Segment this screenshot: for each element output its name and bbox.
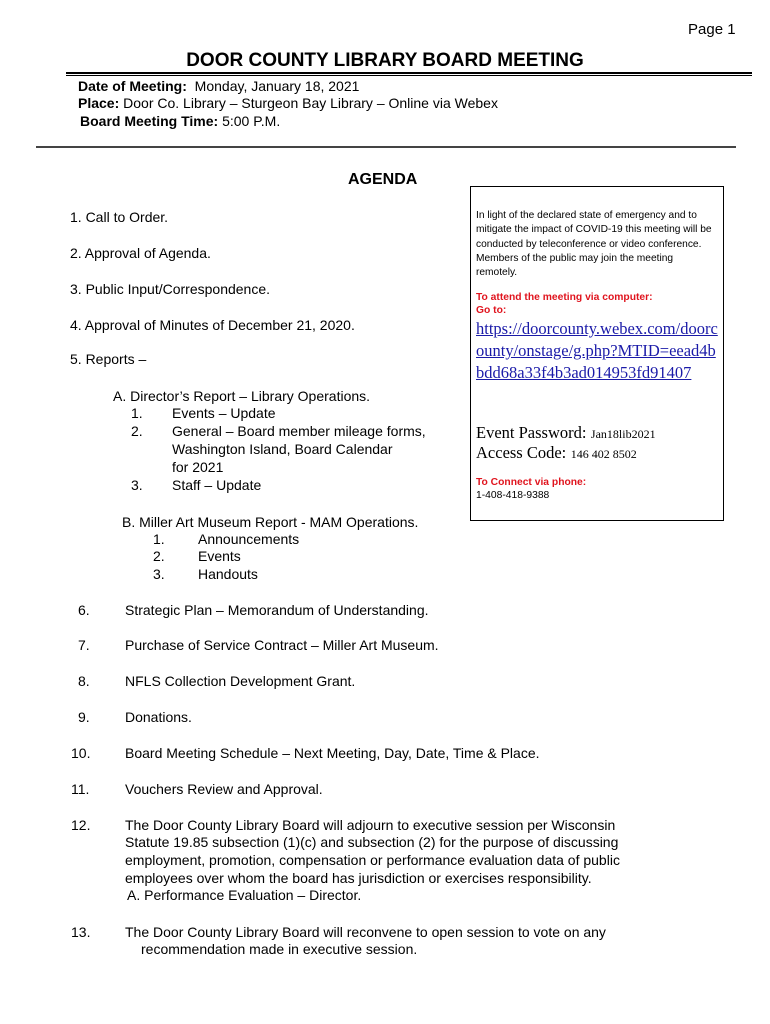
agenda-num-10: 10. bbox=[71, 745, 91, 761]
agenda-item-13-line-1: The Door County Library Board will reconvene to open session to vote on any bbox=[125, 924, 606, 940]
agenda-item-2: 2. Approval of Agenda. bbox=[70, 245, 211, 261]
agenda-item-12-line-2: Statute 19.85 subsection (1)(c) and subsection (2) for the purpose of discussing bbox=[125, 834, 619, 850]
meeting-place-value: Door Co. Library – Sturgeon Bay Library – Online via Webex bbox=[123, 95, 498, 111]
agenda-item-12-line-4: employees over whom the board has jurisdiction or exercises responsibility. bbox=[125, 870, 592, 886]
report-b-title: B. Miller Art Museum Report - MAM Operations. bbox=[122, 514, 419, 530]
agenda-num-12: 12. bbox=[71, 817, 91, 833]
agenda-item-12-line-3: employment, promotion, compensation or performance evaluation data of public bbox=[125, 852, 620, 868]
agenda-item-12-line-1: The Door County Library Board will adjourn to executive session per Wisconsin bbox=[125, 817, 616, 833]
agenda-num-6: 6. bbox=[78, 602, 90, 618]
computer-heading-line-2: Go to: bbox=[476, 305, 507, 316]
meeting-time bbox=[80, 113, 280, 129]
agenda-heading: AGENDA bbox=[348, 171, 418, 188]
meeting-date-value: Monday, January 18, 2021 bbox=[194, 78, 360, 94]
meeting-place bbox=[78, 95, 498, 111]
agenda-item-7: Purchase of Service Contract – Miller Art Museum. bbox=[125, 637, 439, 653]
report-a-num-1: 1. bbox=[131, 405, 143, 421]
section-rule bbox=[36, 146, 736, 148]
report-a-item-2: General – Board member mileage forms, bbox=[172, 423, 426, 439]
report-a-num-2: 2. bbox=[131, 423, 143, 439]
event-password-label: Event Password: bbox=[476, 423, 587, 442]
agenda-item-12-line-5: A. Performance Evaluation – Director. bbox=[127, 887, 362, 903]
report-a-num-3: 3. bbox=[131, 477, 143, 493]
agenda-item-13-line-2: recommendation made in executive session. bbox=[141, 941, 418, 957]
agenda-num-11: 11. bbox=[71, 781, 90, 797]
page-number: Page 1 bbox=[688, 21, 736, 38]
meeting-time-value: 5:00 P.M. bbox=[222, 113, 281, 129]
report-a-item-2-line-2: Washington Island, Board Calendar bbox=[172, 441, 393, 457]
agenda-item-11: Vouchers Review and Approval. bbox=[125, 781, 323, 797]
document-title: DOOR COUNTY LIBRARY BOARD MEETING bbox=[186, 50, 584, 71]
webex-info-box bbox=[470, 186, 724, 521]
phone-heading: To Connect via phone: bbox=[476, 477, 587, 488]
report-b-num-3: 3. bbox=[153, 566, 165, 582]
access-code-label: Access Code: bbox=[476, 443, 567, 462]
agenda-item-4: 4. Approval of Minutes of December 21, 2020. bbox=[70, 317, 355, 333]
title-rule-thin bbox=[66, 75, 752, 76]
agenda-item-5: 5. Reports – bbox=[70, 351, 147, 367]
title-rule bbox=[66, 72, 752, 74]
agenda-num-8: 8. bbox=[78, 673, 90, 689]
access-code-value: 146 402 8502 bbox=[570, 447, 637, 461]
event-password-value: Jan18lib2021 bbox=[590, 427, 656, 441]
event-password bbox=[476, 423, 656, 443]
report-a-title: A. Director’s Report – Library Operations. bbox=[113, 388, 371, 404]
phone-number: 1-408-418-9388 bbox=[476, 490, 550, 501]
report-b-item-3: Handouts bbox=[198, 566, 258, 582]
meeting-date-label: Date of Meeting: bbox=[78, 78, 187, 94]
agenda-num-7: 7. bbox=[78, 637, 90, 653]
agenda-item-8: NFLS Collection Development Grant. bbox=[125, 673, 356, 689]
report-b-num-1: 1. bbox=[153, 531, 165, 547]
webex-link[interactable]: https://doorcounty.webex.com/doorcounty/onstage/g.php?MTID=eead4bbdd68a33f4b3ad014953fd91407 bbox=[476, 319, 718, 382]
agenda-item-3: 3. Public Input/Correspondence. bbox=[70, 281, 271, 297]
report-a-item-2-line-3: for 2021 bbox=[172, 459, 224, 475]
meeting-place-label: Place: bbox=[78, 95, 120, 111]
meeting-date bbox=[78, 78, 359, 94]
agenda-item-9: Donations. bbox=[125, 709, 192, 725]
agenda-num-9: 9. bbox=[78, 709, 90, 725]
agenda-item-1: 1. Call to Order. bbox=[70, 209, 169, 225]
agenda-item-10: Board Meeting Schedule – Next Meeting, Day, Date, Time & Place. bbox=[125, 745, 540, 761]
covid-notice: In light of the declared state of emergency and to mitigate the impact of COVID-19 this meeting will be conducted by teleconference or video conference. Members of the public may join the meeting remotely. bbox=[476, 210, 712, 279]
report-b-item-1: Announcements bbox=[198, 531, 300, 547]
computer-heading-line-1: To attend the meeting via computer: bbox=[476, 292, 653, 303]
agenda-num-13: 13. bbox=[71, 924, 91, 940]
report-a-item-1: Events – Update bbox=[172, 405, 276, 421]
report-b-item-2: Events bbox=[198, 548, 241, 564]
meeting-time-label: Board Meeting Time: bbox=[80, 113, 219, 129]
report-a-item-3: Staff – Update bbox=[172, 477, 262, 493]
access-code bbox=[476, 443, 637, 463]
agenda-item-6: Strategic Plan – Memorandum of Understanding. bbox=[125, 602, 429, 618]
report-b-num-2: 2. bbox=[153, 548, 165, 564]
